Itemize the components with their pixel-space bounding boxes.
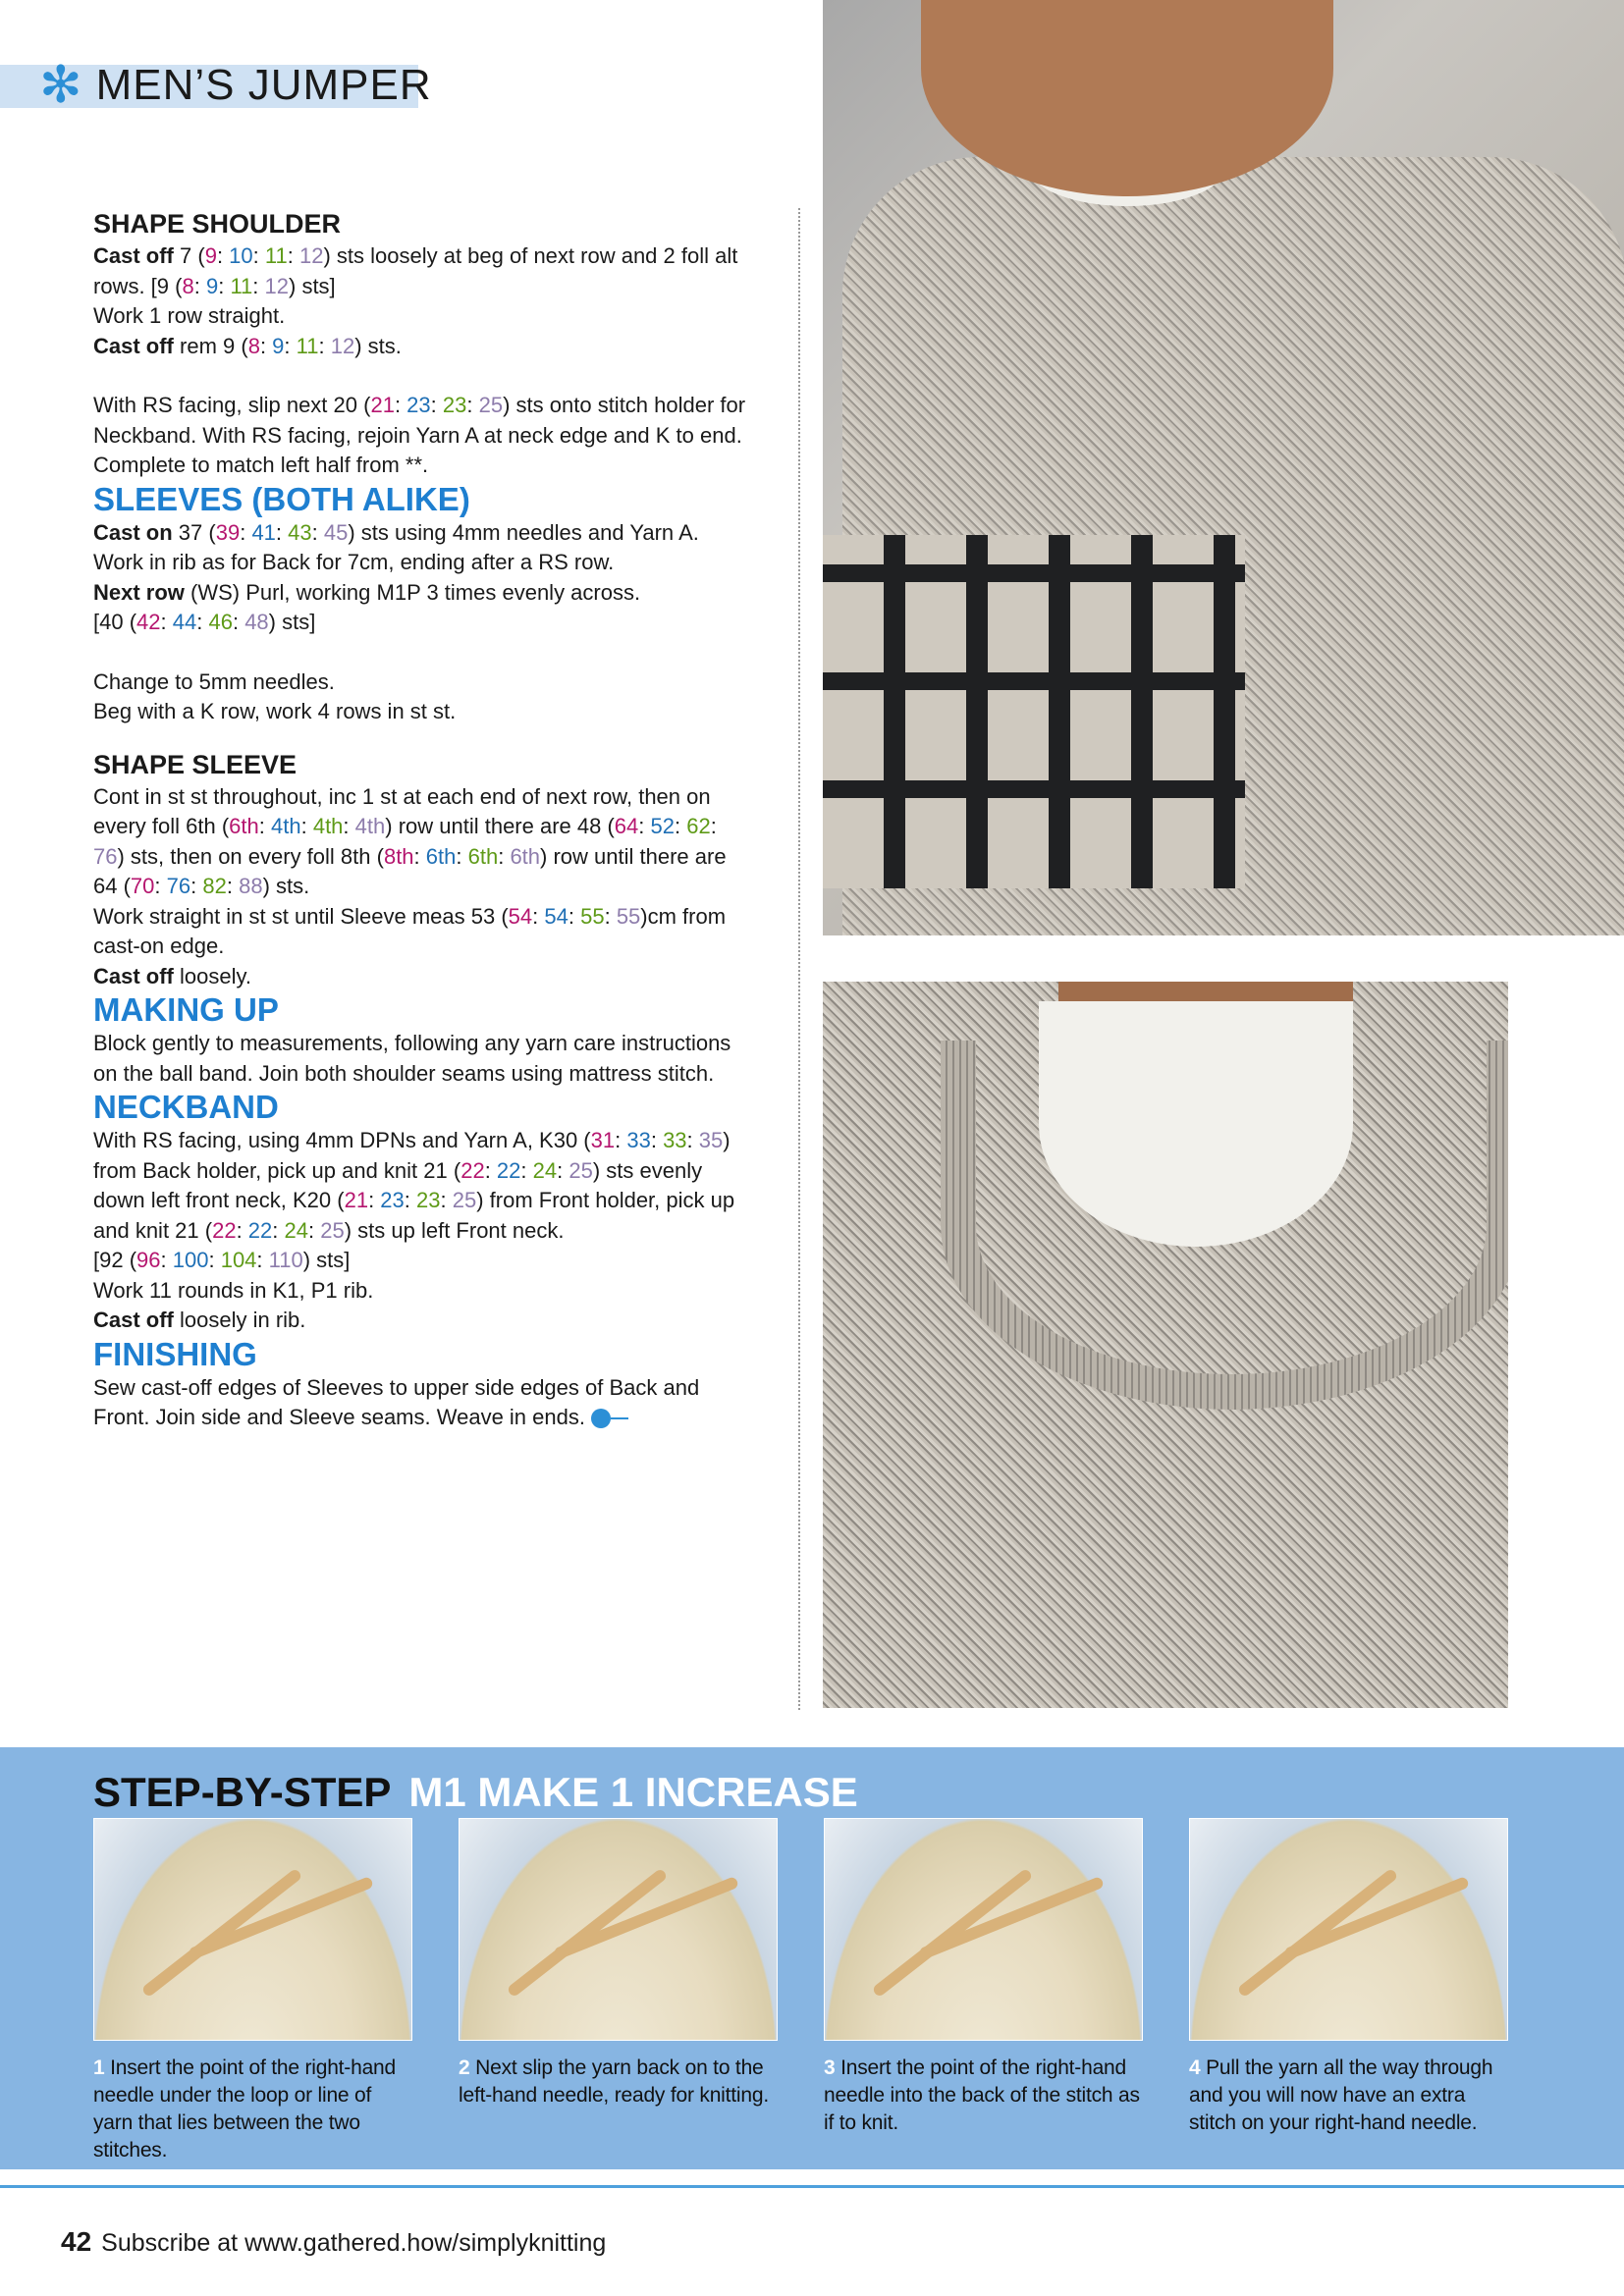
footer-rule — [0, 2185, 1624, 2188]
heading-neckband: NECKBAND — [93, 1089, 279, 1125]
text-line: With RS facing, slip next 20 (21: 23: 23: 25) sts onto stitch holder for — [93, 393, 746, 417]
jumper-photo-main — [823, 0, 1624, 935]
pattern-text-column — [93, 206, 800, 1433]
step-caption: 3 Insert the point of the right-hand needle into the back of the stitch as if to knit. — [824, 2056, 1140, 2134]
text-line: With RS facing, using 4mm DPNs and Yarn A, K30 (31: 33: 33: 35) — [93, 1128, 731, 1152]
text-line: Cast on 37 (39: 41: 43: 45) sts using 4mm needles and Yarn A. — [93, 519, 699, 545]
text-line: Sew cast-off edges of Sleeves to upper side edges of Back and — [93, 1374, 700, 1400]
step-card — [1189, 1818, 1508, 2137]
text-line: Work 11 rounds in K1, P1 rib. — [93, 1277, 374, 1303]
text-line: Work 1 row straight. — [93, 303, 286, 328]
page-footer — [61, 2226, 606, 2258]
yarn-tail-icon — [611, 1417, 628, 1419]
star-icon: ✻ — [39, 56, 82, 115]
text-line: and knit 21 (22: 22: 24: 25) sts up left Front neck. — [93, 1217, 565, 1243]
text-line: Neckband. With RS facing, rejoin Yarn A at neck edge and K to end. — [93, 422, 742, 448]
subscribe-link[interactable]: Subscribe at www.gathered.how/simplyknitting — [101, 2229, 607, 2257]
text-line: from Back holder, pick up and knit 21 (22: 22: 24: 25) sts evenly — [93, 1157, 703, 1183]
page-header — [39, 56, 432, 115]
heading-shape-shoulder: SHAPE SHOULDER — [93, 209, 342, 239]
text-line: on the ball band. Join both shoulder seams using mattress stitch. — [93, 1060, 715, 1086]
text-line: Cast off rem 9 (8: 9: 11: 12) sts. — [93, 333, 402, 358]
text-line: Change to 5mm needles. — [93, 668, 335, 694]
text-line: 64 (70: 76: 82: 88) sts. — [93, 874, 310, 898]
text-line: Cast off loosely. — [93, 963, 251, 988]
text-line: Work straight in st st until Sleeve meas 53 (54: 54: 55: 55)cm from — [93, 903, 727, 929]
step-card — [93, 1818, 412, 2164]
text-line: Next row (WS) Purl, working M1P 3 times evenly across. — [93, 579, 641, 605]
step-card — [459, 1818, 778, 2109]
heading-making-up: MAKING UP — [93, 991, 279, 1028]
text-line: Cont in st st throughout, inc 1 st at each end of next row, then on — [93, 783, 711, 809]
page-title: MEN’S JUMPER — [95, 61, 432, 109]
step-card — [824, 1818, 1143, 2137]
text-line: Block gently to measurements, following any yarn care instructions — [93, 1031, 731, 1055]
jumper-photo-neckline — [823, 982, 1508, 1708]
step-caption: 4 Pull the yarn all the way through and you will now have an extra stitch on your right-hand needle. — [1189, 2056, 1493, 2134]
check-pattern-band — [823, 535, 1245, 888]
text-line: down left front neck, K20 (21: 23: 23: 25) from Front holder, pick up — [93, 1188, 735, 1212]
text-line: Work in rib as for Back for 7cm, ending after a RS row. — [93, 550, 615, 574]
step-by-step-title: STEP-BY-STEP M1 MAKE 1 INCREASE — [93, 1769, 858, 1815]
text-line: rows. [9 (8: 9: 11: 12) sts] — [93, 273, 336, 298]
yarn-ball-icon — [591, 1409, 611, 1428]
step-caption: 1 Insert the point of the right-hand needle under the loop or line of yarn that lies between the two stitches. — [93, 2056, 397, 2162]
text-line: 76) sts, then on every foll 8th (8th: 6th: 6th: 6th) row until there are — [93, 843, 727, 869]
step-caption: 2 Next slip the yarn back on to the left-hand needle, ready for knitting. — [459, 2056, 769, 2107]
text-line: Complete to match left half from **. — [93, 453, 429, 477]
column-divider — [798, 208, 800, 1710]
text-line: [92 (96: 100: 104: 110) sts] — [93, 1248, 351, 1272]
text-line: Cast off 7 (9: 10: 11: 12) sts loosely at beg of next row and 2 foll alt — [93, 243, 738, 268]
text-line: cast-on edge. — [93, 934, 225, 958]
step-photo — [93, 1818, 412, 2041]
text-line: Front. Join side and Sleeve seams. Weave in ends. — [93, 1403, 800, 1433]
page-number: 42 — [61, 2226, 92, 2257]
heading-sleeves: SLEEVES (BOTH ALIKE) — [93, 480, 470, 517]
rib-neckband-shape — [941, 1041, 1508, 1410]
text-line: every foll 6th (6th: 4th: 4th: 4th) row until there are 48 (64: 52: 62: — [93, 814, 717, 838]
text-line: Beg with a K row, work 4 rows in st st. — [93, 699, 457, 723]
step-photo — [459, 1818, 778, 2041]
text-line: Cast off loosely in rib. — [93, 1308, 306, 1332]
step-by-step-panel — [0, 1747, 1624, 2169]
step-photo — [1189, 1818, 1508, 2041]
text-line: [40 (42: 44: 46: 48) sts] — [93, 610, 316, 634]
heading-finishing: FINISHING — [93, 1335, 257, 1372]
heading-shape-sleeve: SHAPE SLEEVE — [93, 749, 298, 779]
step-photo — [824, 1818, 1143, 2041]
